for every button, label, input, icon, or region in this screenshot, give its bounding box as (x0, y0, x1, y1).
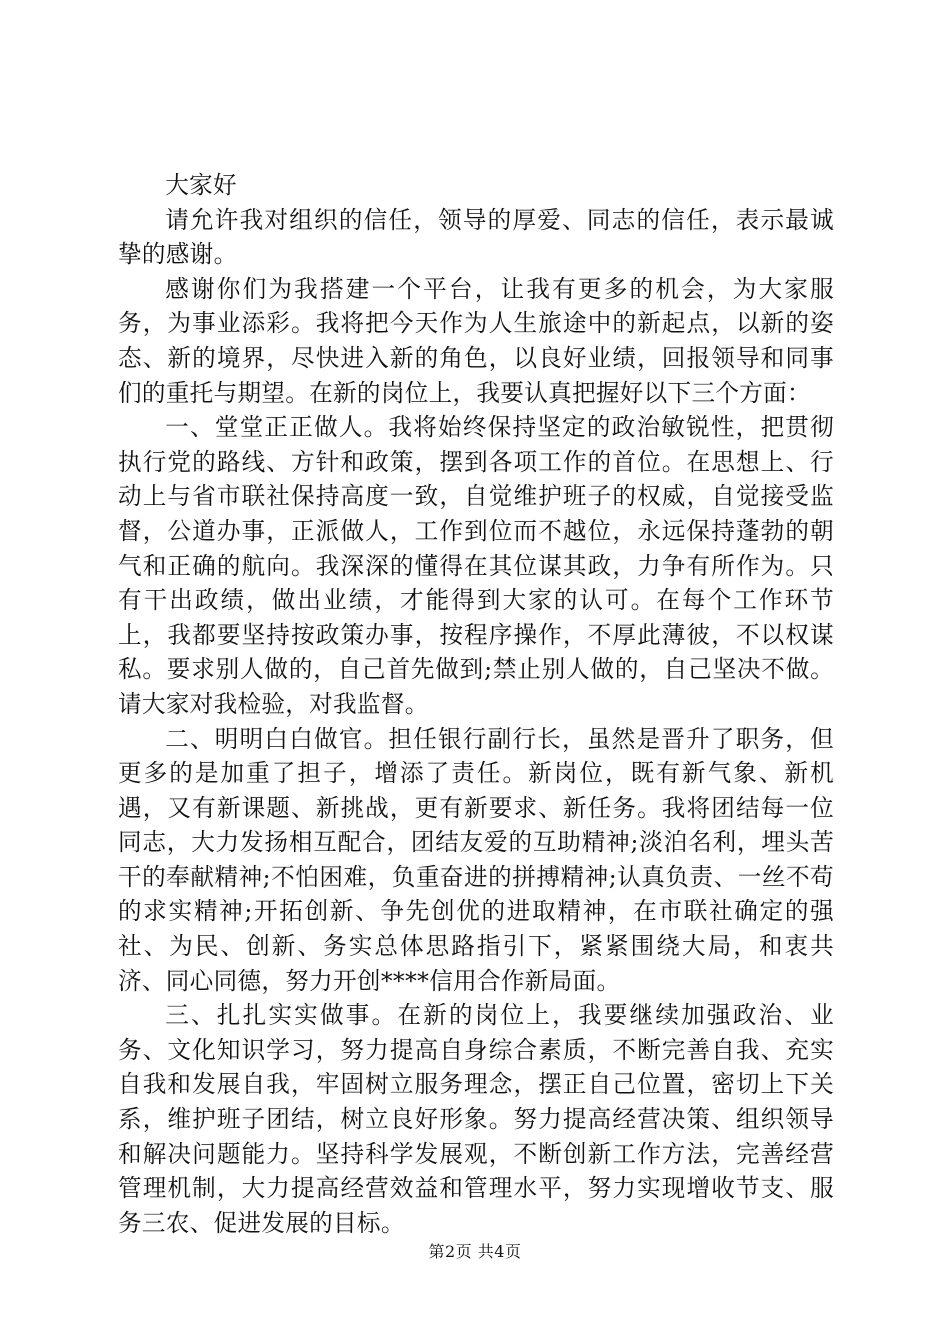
greeting-paragraph: 大家好 (165, 171, 237, 199)
point-three-paragraph: 三、扎扎实实做事。在新的岗位上，我要继续加强政治、业务、文化知识学习，努力提高自身综合素质，不断完善自我、充实自我和发展自我，牢固树立服务理念，摆正自己位置，密切上下关系，维护班子团结，树立良好形象。努力提高经营决策、组织领导和解决问题能力。坚持科学发展观，不断创新工作方法，完善经营管理机制，大力提高经营效益和管理水平，努力实现增收节支、服务三农、促进发展的目标。 (118, 1001, 834, 1237)
page-number-footer: 第2页 共4页 (428, 1242, 522, 1261)
thanks-paragraph: 请允许我对组织的信任，领导的厚爱、同志的信任，表示最诚挚的感谢。 (118, 205, 834, 269)
point-two-paragraph: 二、明明白白做官。担任银行副行长，虽然是晋升了职务，但更多的是加重了担子，增添了责任。新岗位，既有新气象、新机遇，又有新课题、新挑战，更有新要求、新任务。我将团结每一位同志，大力发扬相互配合，团结友爱的互助精神;淡泊名利，埋头苦干的奉献精神;不怕困难，负重奋进的拼搏精神;认真负责、一丝不苟的求实精神;开拓创新、争先创优的进取精神，在市联社确定的强社、为民、创新、务实总体思路指引下，紧紧围绕大局，和衷共济、同心同德，努力开创****信用合作新局面。 (118, 724, 834, 995)
document-body (118, 168, 834, 1240)
intro-paragraph: 感谢你们为我搭建一个平台，让我有更多的机会，为大家服务，为事业添彩。我将把今天作为人生旅途中的新起点，以新的姿态、新的境界，尽快进入新的角色，以良好业绩，回报领导和同事们的重托与期望。在新的岗位上，我要认真把握好以下三个方面： (118, 274, 834, 407)
point-one-paragraph: 一、堂堂正正做人。我将始终保持坚定的政治敏锐性，把贯彻执行党的路线、方针和政策，摆到各项工作的首位。在思想上、行动上与省市联社保持高度一致，自觉维护班子的权威，自觉接受监督，公道办事，正派做人，工作到位而不越位，永远保持蓬勃的朝气和正确的航向。我深深的懂得在其位谋其政，力争有所作为。只有干出政绩，做出业绩，才能得到大家的认可。在每个工作环节上，我都要坚持按政策办事，按程序操作，不厚此薄彼，不以权谋私。要求别人做的，自己首先做到;禁止别人做的，自己坚决不做。请大家对我检验，对我监督。 (118, 413, 834, 718)
